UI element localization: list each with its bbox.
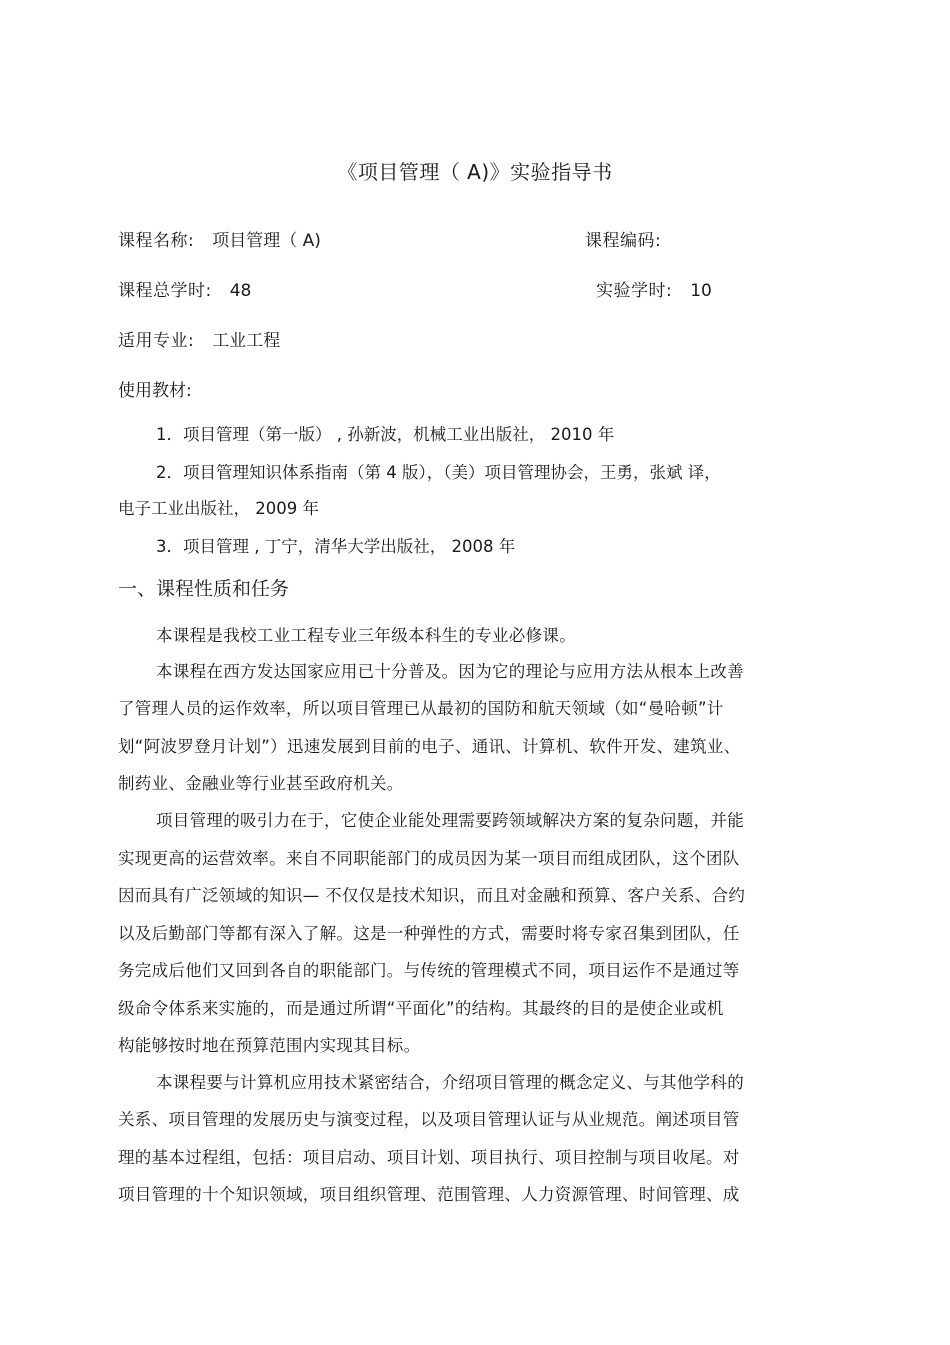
paragraph-line: 构能够按时地在预算范围内实现其目标。 <box>118 1036 421 1055</box>
textbook-item: 3．项目管理 , 丁宁，清华大学出版社， 2008 年 <box>156 537 516 556</box>
paragraph-line: 制药业、金融业等行业甚至政府机关。 <box>118 774 404 793</box>
course-name-value: 项目管理（ A) <box>212 231 321 251</box>
paragraph-line: 项目管理的十个知识领域，项目组织管理、范围管理、人力资源管理、时间管理、成 <box>118 1185 740 1204</box>
lab-hours-label: 实验学时: <box>596 281 673 301</box>
paragraph-line: 实现更高的运营效率。来自不同职能部门的成员因为某一项目而组成团队，这个团队 <box>118 849 740 868</box>
paragraph-line: 了管理人员的运作效率，所以项目管理已从最初的国防和航天领域（如“曼哈顿”计 <box>118 699 724 718</box>
course-name-label: 课程名称: <box>118 231 195 251</box>
course-code-row <box>585 226 661 251</box>
textbook-label: 使用教材: <box>118 381 192 401</box>
paragraph-line: 本课程在西方发达国家应用已十分普及。因为它的理论与应用方法从根本上改善 <box>156 662 744 681</box>
paragraph-line: 关系、项目管理的发展历史与演变过程，以及项目管理认证与从业规范。阐述项目管 <box>118 1110 740 1129</box>
total-hours-label: 课程总学时: <box>118 281 212 301</box>
paragraph-line: 理的基本过程组，包括：项目启动、项目计划、项目执行、项目控制与项目收尾。对 <box>118 1148 740 1167</box>
textbook-item: 2．项目管理知识体系指南（第 4 版），（美）项目管理协会，王勇，张斌 译， <box>156 463 721 482</box>
textbook-item: 1．项目管理（第一版） , 孙新波，机械工业出版社， 2010 年 <box>156 425 615 444</box>
textbook-item-continued: 电子工业出版社， 2009 年 <box>118 499 319 518</box>
document-title: 《项目管理（ A)》实验指导书 <box>337 160 613 184</box>
course-code-label: 课程编码: <box>585 231 662 251</box>
major-row <box>118 326 280 351</box>
paragraph-line: 因而具有广泛领域的知识— 不仅仅是技术知识，而且对金融和预算、客户关系、合约 <box>118 886 746 905</box>
total-hours-value: 48 <box>229 281 252 301</box>
paragraph-line: 本课程要与计算机应用技术紧密结合，介绍项目管理的概念定义、与其他学科的 <box>156 1073 744 1092</box>
paragraph-line: 务完成后他们又回到各自的职能部门。与传统的管理模式不同，项目运作不是通过等 <box>118 961 740 980</box>
paragraph-line: 本课程是我校工业工程专业三年级本科生的专业必修课。 <box>156 626 576 645</box>
paragraph-line: 项目管理的吸引力在于，它使企业能处理需要跨领域解决方案的复杂问题，并能 <box>156 811 744 830</box>
total-hours-row <box>118 276 251 301</box>
paragraph-line: 以及后勤部门等都有深入了解。这是一种弹性的方式，需要时将专家召集到团队，任 <box>118 924 740 943</box>
lab-hours-value: 10 <box>690 281 712 301</box>
paragraph-line: 划“阿波罗登月计划”）迅速发展到目前的电子、通讯、计算机、软件开发、建筑业、 <box>118 737 741 756</box>
course-name-row <box>118 226 321 251</box>
major-label: 适用专业: <box>118 331 195 351</box>
major-value: 工业工程 <box>212 331 281 351</box>
lab-hours-row <box>596 276 712 301</box>
section-heading: 一、课程性质和任务 <box>118 578 290 600</box>
paragraph-line: 级命令体系来实施的，而是通过所谓“平面化”的结构。其最终的目的是使企业或机 <box>118 999 724 1018</box>
